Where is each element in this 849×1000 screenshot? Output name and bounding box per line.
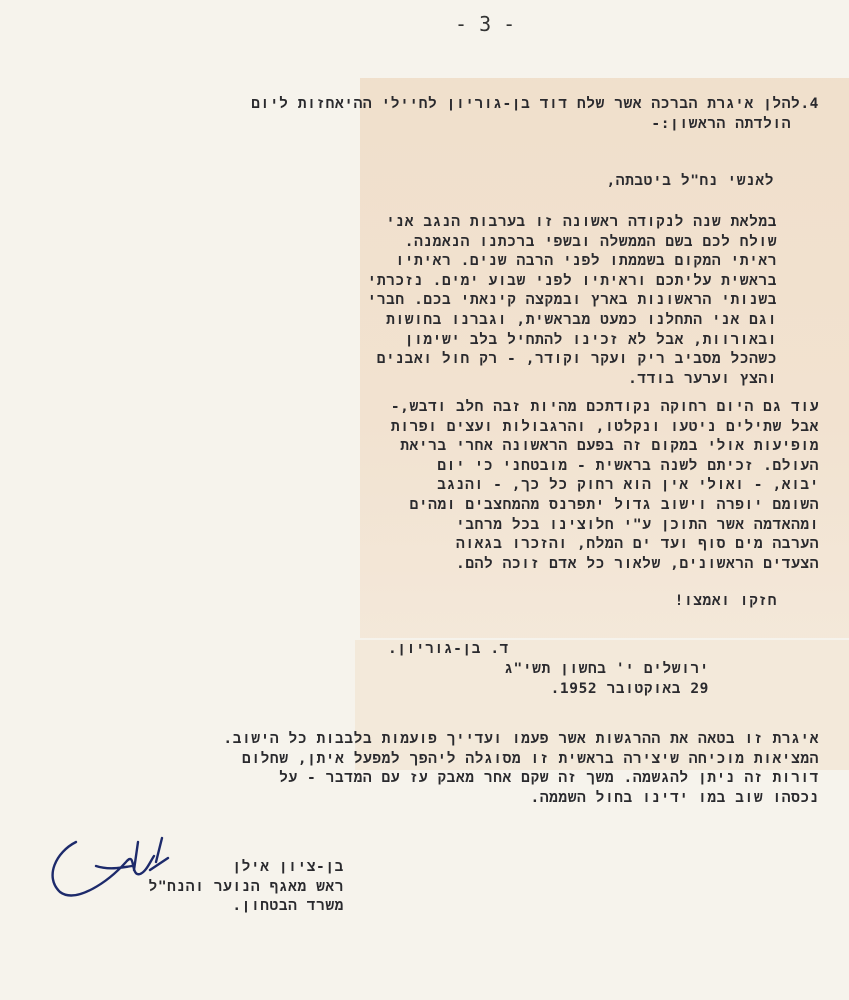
paragraph-line: במלאת שנה לנקודה ראשונה זו בערבות הנגב אני bbox=[386, 214, 777, 230]
paragraph-1 bbox=[368, 213, 777, 389]
intro-text: להלן איגרת הברכה אשר שלח דוד בן-גוריון לחיילי ההיאחזות ליום bbox=[251, 96, 801, 112]
sender-block bbox=[388, 640, 509, 660]
afterword-line: המציאות מוכיחה שיצירה בראשית זו מסוגלה ליהפך למפעל איתן, שחלום bbox=[242, 750, 819, 767]
paragraph-line: הערבה מים סוף ועד ים המלח, והזכרו בגאוה bbox=[456, 536, 819, 553]
closing: חזקו ואמצו! bbox=[674, 593, 777, 609]
paragraph-line: יבוא, - ואולי אין הוא רחוק כל כך, - והנגב bbox=[437, 477, 819, 494]
paragraph-line: השומם יופרה וישוב גדול יתפרנס מהמחצבים ומהים bbox=[409, 496, 819, 513]
item-number: 4. bbox=[800, 96, 819, 112]
paragraph-line: וגם אני התחלנו כמעט מבראשית, וגברנו בחושות bbox=[386, 311, 777, 328]
signatory-block bbox=[149, 858, 344, 917]
paragraph-line: אבל שתילים ניטעו ונקלטו, והרגבולות ועצים ופרות bbox=[390, 418, 819, 435]
closing-block bbox=[675, 592, 777, 612]
paragraph-line: מופיעות אולי במקום זה בפעם הראשונה אחרי בריאת bbox=[400, 438, 819, 455]
paragraph-line: ראיתי המקום בשממתו לפני הרבה שנים. ראיתיו bbox=[395, 253, 777, 270]
paragraph-line: בשנותי הראשונות בארץ ובמקצה קינאתי בכם. חברי bbox=[367, 292, 777, 309]
salutation-block bbox=[606, 172, 774, 192]
intro-line bbox=[251, 95, 819, 115]
afterword-line: נכסהו שוב במו ידינו בחול השממה. bbox=[530, 789, 819, 806]
paragraph-line: שולח לכם בשם הממשלה ובשפי ברכתנו הנאמנה. bbox=[404, 233, 777, 250]
afterword bbox=[223, 730, 819, 808]
sender-signature: ד. בן-גוריון. bbox=[387, 641, 509, 657]
signatory-office: משרד הבטחון. bbox=[232, 898, 344, 915]
afterword-line: איגרת זו בטאה את ההרגשות אשר פעמו ועדייך פועמות בלבבות כל הישוב. bbox=[223, 731, 819, 747]
page-number: - 3 - bbox=[455, 12, 516, 36]
paragraph-line: בראשית עליתכם וראיתיו לפני שבוע ימים. נזכרתי bbox=[367, 272, 777, 289]
salutation: לאנשי נח"ל ביטבתה, bbox=[606, 173, 774, 189]
paragraph-line: כשהכל מסביב ריק ועקר וקודר, - רק חול ואבנים bbox=[376, 351, 777, 368]
date-block bbox=[504, 660, 709, 699]
paragraph-2 bbox=[391, 398, 819, 574]
signatory-name: בן-ציון אילן bbox=[232, 859, 344, 875]
afterword-line: דורות זה ניתן להגשמה. משך זה שקם אחר מאבק עז עם המדבר - על bbox=[279, 770, 819, 787]
intro-block bbox=[251, 95, 819, 134]
paragraph-line: הצעדים הראשונים, שלאור כל אדם זוכה להם. bbox=[456, 555, 819, 572]
paragraph-line: העולם. זכיתם לשנה בראשית - מובטחני כי יום bbox=[437, 457, 819, 474]
paragraph-line: ובאורוות, אבל לא זכינו להתחיל בלב ישימון bbox=[404, 331, 777, 348]
intro-line: הולדתה הראשון:- bbox=[651, 115, 791, 132]
date-gregorian: 29 באוקטובר 1952. bbox=[550, 680, 709, 697]
paragraph-line: עוד גם היום רחוקה נקודתכם מהיות זבה חלב ודבש,- bbox=[390, 399, 819, 415]
paragraph-line: והצץ וערער בודד. bbox=[628, 370, 777, 387]
place-date-hebrew: ירושלים י' בחשון תשי"ג bbox=[504, 661, 709, 677]
paragraph-line: ומהאדמה אשר התוכן ע"י חלוצינו בכל מרחבי bbox=[456, 516, 819, 533]
signatory-title: ראש מאגף הנוער והנח"ל bbox=[148, 878, 344, 895]
